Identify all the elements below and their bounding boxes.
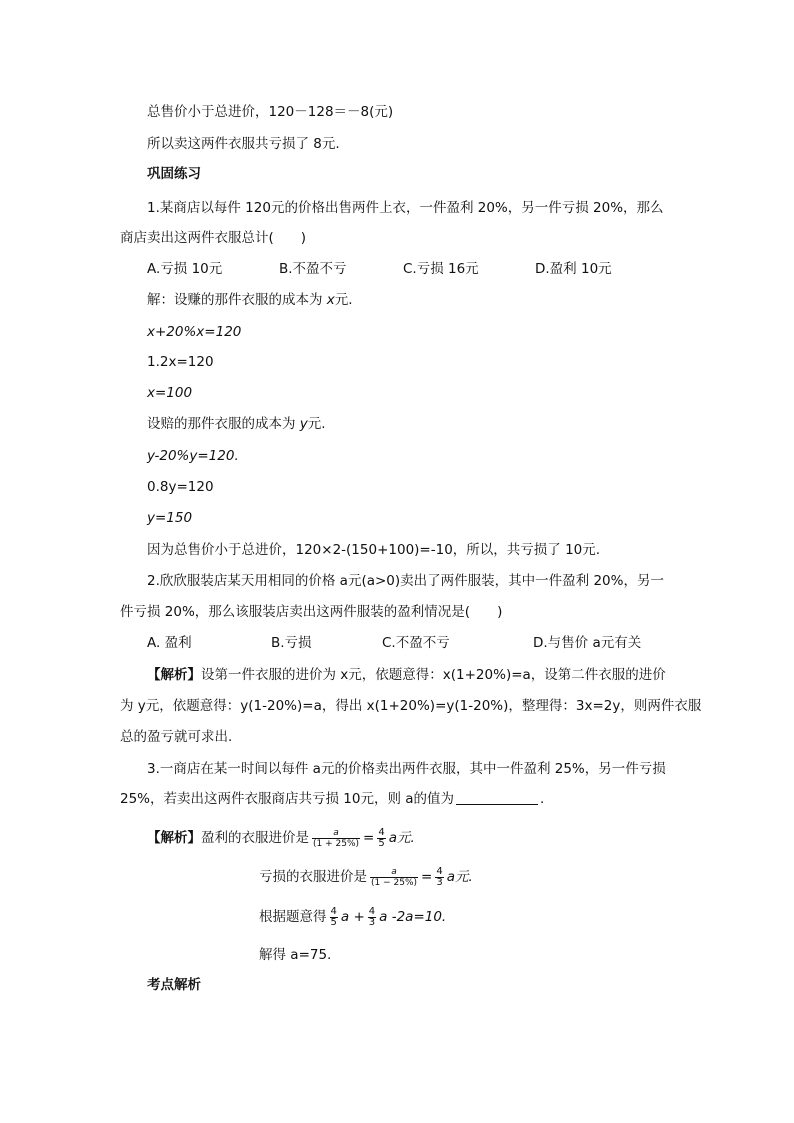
analysis-tag: 【解析】 xyxy=(147,667,201,683)
equation: x=100 xyxy=(147,385,193,401)
option-c: C.不盈不亏 xyxy=(382,635,450,651)
solution-line xyxy=(147,414,326,434)
analysis-line: 总的盈亏就可求出. xyxy=(120,729,233,745)
equation: 1.2x=120 xyxy=(147,354,214,370)
section-heading: 考点解析 xyxy=(147,977,201,993)
solution-text: 设赔的那件衣服的成本为 xyxy=(147,416,300,432)
solution-text: 元. xyxy=(307,416,326,432)
option-a: A.亏损 10元 xyxy=(147,261,223,277)
analysis-text: 根据题意得 xyxy=(259,909,327,925)
option-b: B.不盈不亏 xyxy=(279,261,347,277)
equation: y-20%y=120. xyxy=(147,448,239,464)
analysis-text: 亏损的衣服进价是 xyxy=(259,869,367,885)
analysis-text: 盈利的衣服进价是 xyxy=(201,830,309,846)
question-3-line-2 xyxy=(120,789,544,809)
equation: y=150 xyxy=(147,510,193,526)
solution-conclusion: 因为总售价小于总进价，120×2-(150+100)=-10，所以，共亏损了 10元. xyxy=(147,542,601,558)
text-line: 总售价小于总进价，120－128＝－8(元) xyxy=(147,104,394,120)
question-1-line-2: 商店卖出这两件衣服总计( ) xyxy=(120,230,307,246)
option-a: A. 盈利 xyxy=(147,635,192,651)
equation: 0.8y=120 xyxy=(147,479,214,495)
variable: x xyxy=(326,292,335,308)
solution-text: 元. xyxy=(334,292,353,308)
fraction: $\frac{4}{3}$ xyxy=(368,905,376,928)
option-d: D.与售价 a元有关 xyxy=(533,635,642,651)
question-text: . xyxy=(540,791,545,807)
question-text: 25%，若卖出这两件衣服商店共亏损 10元，则 a的值为 xyxy=(120,791,455,807)
analysis-line: 根据题意得 $\frac{4}{5}$ a + $\frac{4}{3}$ a -2a=10. xyxy=(259,905,447,928)
variable: y xyxy=(299,416,308,432)
option-c: C.亏损 16元 xyxy=(403,261,479,277)
fraction: $\frac{4}{3}$ xyxy=(436,865,443,888)
analysis-line: 为 y元，依题意得：y(1-20%)=a，得出 x(1+20%)=y(1-20%)，整理得：3x=2y，则两件衣服 xyxy=(120,698,702,714)
analysis-line: 亏损的衣服进价是 $\frac{a}{(1 - 25\%)}$ = $\frac{4}{3}$ a元. xyxy=(259,865,473,888)
fraction: $\frac{a}{(1 - 25\%)}$ xyxy=(371,866,418,888)
analysis-line: 解得 a=75. xyxy=(259,947,332,963)
analysis-tag: 【解析】 xyxy=(147,830,201,846)
fraction: $\frac{4}{5}$ xyxy=(378,826,385,849)
question-2-line-2: 件亏损 20%，那么该服装店卖出这两件服装的盈利情况是( ) xyxy=(120,604,503,620)
fraction: $\frac{4}{5}$ xyxy=(330,905,337,928)
analysis-line xyxy=(147,665,666,685)
section-heading: 巩固练习 xyxy=(147,166,201,182)
analysis-text: 设第一件衣服的进价为 x元，依题意得：x(1+20%)=a，设第二件衣服的进价 xyxy=(201,667,666,683)
text-line: 所以卖这两件衣服共亏损了 8元. xyxy=(147,136,340,152)
solution-line xyxy=(147,290,353,310)
analysis-line: 【解析】盈利的衣服进价是 $\frac{a}{(1 + 25\%)}$ = $\frac{4}{5}$ a元. xyxy=(147,826,415,849)
question-3-line-1: 3.一商店在某一时间以每件 a元的价格卖出两件衣服，其中一件盈利 25%，另一件亏损 xyxy=(147,761,666,777)
option-d: D.盈利 10元 xyxy=(535,261,612,277)
fraction: $\frac{a}{(1 + 25\%)}$ xyxy=(313,827,360,849)
answer-blank xyxy=(456,790,538,805)
question-1-line-1: 1.某商店以每件 120元的价格出售两件上衣，一件盈利 20%，另一件亏损 20%，那么 xyxy=(147,200,664,216)
solution-text: 解：设赚的那件衣服的成本为 xyxy=(147,292,327,308)
equation: x+20%x=120 xyxy=(147,324,242,340)
question-2-line-1: 2.欣欣服装店某天用相同的价格 a元(a>0)卖出了两件服装，其中一件盈利 20%，另一 xyxy=(147,573,664,589)
option-b: B.亏损 xyxy=(271,635,312,651)
